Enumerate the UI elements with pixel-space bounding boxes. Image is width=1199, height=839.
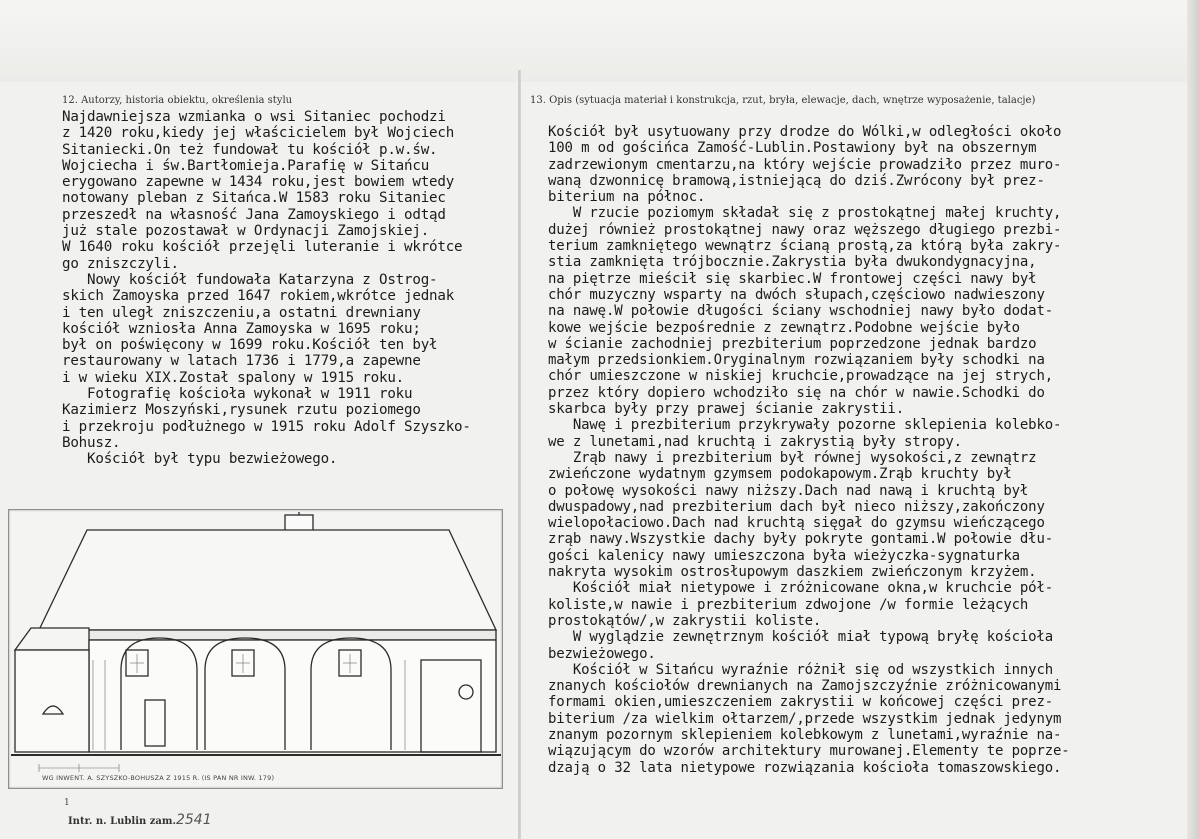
description-text-line: waną dzwonnicę bramową,istniejącą do dziś.Zwrócony był prez- [548, 172, 1045, 189]
description-text-line: dużej również prostokątnej nawy oraz węższego długiego prezbi- [548, 221, 1062, 238]
sheet-right-edge [1187, 0, 1199, 839]
description-text-line: 100 m od gościńca Zamość-Lublin.Postawiony był na obszernym [548, 140, 1037, 157]
description-text-line: Kościół w Sitańcu wyraźnie różnił się od wszystkich innych [548, 661, 1054, 678]
description-text-line: znanym pozornym sklepieniem kolebkowym z lunetami,wyraźnie na- [548, 726, 1062, 743]
history-text-line: go zniszczyli. [62, 255, 179, 272]
history-text [62, 109, 471, 468]
description-text-line: o połowę wysokości nawy niższy.Dach nad nawą i kruchtą był [548, 482, 1029, 499]
description-text-line: na piętrze mieścił się skarbiec.W frontowej części nawy był [548, 270, 1037, 287]
church-elevation-drawing [9, 510, 502, 788]
description-text-line: Kościół był usytuowany przy drodze do Wólki,w odległości około [548, 124, 1062, 140]
history-text-line: Bohusz. [62, 434, 121, 451]
description-text-line: nakryta wysokim ostrosłupowym daszkiem zwieńczonym krzyżem. [548, 564, 1037, 581]
description-text-line: znanych kościołów drewnianych na Zamojszczyźnie zróżnicowanymi [548, 678, 1062, 695]
description-text-line: zwieńczone wydatnym gzymsem podokapowym.Zrąb kruchty był [548, 466, 1012, 483]
description-text-line: stia zamknięta trójbocznie.Zakrystia była dwukondygnacyjna, [548, 254, 1037, 271]
description-text-line: biterium /za wielkim ołtarzem/,przede wszystkim jednak jedynym [548, 710, 1062, 727]
description-text-line: biterium na północ. [548, 189, 706, 206]
history-text-line: przeszedł na własność Jana Zamoyskiego i odtąd [62, 206, 446, 223]
history-text-line: kościół wzniosła Anna Zamoyska w 1695 roku; [62, 320, 421, 337]
description-text-line: kowe wejście bezpośrednie z zewnątrz.Podobne wejście było [548, 319, 1020, 336]
sheet-top-margin [0, 0, 1199, 82]
description-text-line: dzają o 32 lata nietypowe rozwiązania kościoła tomaszowskiego. [548, 759, 1062, 776]
history-text-line: Wojciecha i św.Bartłomieja.Parafię w Sitańcu [62, 157, 430, 174]
history-text-line: notowany pleban z Sitańca.W 1583 roku Sitaniec [62, 190, 446, 207]
description-text-line: małym przedsionkiem.Oryginalnym rozwiązaniem były schodki na [548, 352, 1045, 369]
column-divider [518, 70, 521, 839]
description-text-line: zrąb nawy.Wszystkie dachy były pokryte gontami.W połowie dłu- [548, 531, 1054, 548]
history-text-line: Kościół był typu bezwieżowego. [62, 451, 338, 468]
history-text-line: i w wieku XIX.Został spalony w 1915 roku. [62, 369, 405, 386]
inventory-stamp [68, 812, 212, 828]
inventory-label: Intr. n. Lublin zam. [68, 816, 176, 827]
description-text-line: we z lunetami,nad kruchtą i zakrystią były stropy. [548, 433, 962, 450]
history-text-line: i przekroju podłużnego w 1915 roku Adolf Szyszko- [62, 418, 471, 435]
history-text-line: erygowano zapewne w 1434 roku,jest bowiem wtedy [62, 174, 455, 191]
page-number: 1 [64, 798, 70, 808]
description-text-line: Nawę i prezbiterium przykrywały pozorne sklepienia kolebko- [548, 417, 1062, 434]
description-text [548, 124, 1070, 776]
description-text-line: terium zamkniętego wewnątrz ścianą prostą,za którą była zakry- [548, 238, 1062, 255]
description-text-line: W rzucie poziomym składał się z prostokątnej małej kruchty, [548, 205, 1062, 222]
description-text-line: zadrzewionym cmentarzu,na który wejście prowadziło przez muro- [548, 156, 1062, 173]
church-elevation-photo [8, 509, 503, 789]
history-text-line: Nowy kościół fundowała Katarzyna z Ostrog- [62, 271, 438, 288]
history-text-line: Najdawniejsza wzmianka o wsi Sitaniec pochodzi [62, 109, 446, 125]
description-text-line: przez który dopiero wchodziło się na chór w nawie.Schodki do [548, 384, 1045, 401]
history-text-line: restaurowany w latach 1736 i 1779,a zapewne [62, 353, 421, 370]
description-text-line: chór umieszczone w niskiej kruchcie,prowadzące na jej strych, [548, 368, 1054, 385]
history-text-line: już stale pozostawał w Ordynacji Zamojskiej. [62, 223, 430, 240]
history-text-line: Fotografię kościoła wykonał w 1911 roku [62, 386, 413, 403]
history-text-line: z 1420 roku,kiedy jej właścicielem był Wojciech [62, 125, 455, 142]
inventory-number: 2541 [175, 812, 212, 828]
history-text-line: Kazimierz Moszyński,rysunek rzutu poziomego [62, 402, 421, 419]
section-header-history: 12. Autorzy, historia obiektu, określenia stylu [62, 95, 293, 106]
description-text-line: skarbca były przy prawej ścianie zakrystii. [548, 401, 904, 418]
history-text-line: Sitaniecki.On też fundował tu kościół p.w.św. [62, 141, 438, 158]
description-text-line: na nawę.W połowie długości ściany wschodniej nawy było dodat- [548, 303, 1054, 320]
description-text-line: koliste,w nawie i prezbiterium zdwojone /w formie leżących [548, 596, 1029, 613]
description-text-line: wiązującym do wzorów architektury murowanej.Elementy te poprze- [548, 743, 1070, 760]
description-text-line: prostokątów/,w zakrystii koliste. [548, 612, 822, 629]
section-header-description: 13. Opis (sytuacja materiał i konstrukcja, rzut, bryła, elewacje, dach, wnętrze wyposażenie, talacje) [530, 95, 1036, 106]
description-text-line: w ścianie zachodniej prezbiterium poprzedzone jednak bardzo [548, 335, 1037, 352]
description-text-line: formami okien,umieszczeniem zakrystii w końcowej części prez- [548, 694, 1054, 711]
description-text-line: bezwieżowego. [548, 645, 656, 662]
history-text-line: był on poświęcony w 1699 roku.Kościół ten był [62, 337, 438, 354]
description-text-line: gości kalenicy nawy umieszczona była wieżyczka-sygnaturka [548, 547, 1020, 564]
description-text-line: wielopołaciowo.Dach nad kruchtą sięgał do gzymsu wieńczącego [548, 515, 1045, 532]
description-text-line: dwuspadowy,nad prezbiterium dach był nieco niższy,zakończony [548, 498, 1045, 515]
description-text-line: chór muzyczny wsparty na dwóch słupach,częściowo nadwieszony [548, 286, 1045, 303]
history-text-line: W 1640 roku kościół przejęli luteranie i wkrótce [62, 239, 463, 256]
history-text-line: i ten uległ zniszczeniu,a ostatni drewniany [62, 304, 421, 321]
photo-caption: WG INWENT. A. SZYSZKO-BOHUSZA Z 1915 R. (IS PAN NR INW. 179) [42, 774, 275, 782]
description-text-line: W wyglądzie zewnętrznym kościół miał typową bryłę kościoła [548, 629, 1054, 646]
description-text-line: Zrąb nawy i prezbiterium był równej wysokości,z zewnątrz [548, 449, 1037, 466]
description-text-line: Kościół miał nietypowe i zróżnicowane okna,w kruchcie pół- [548, 580, 1054, 597]
history-text-line: skich Zamoyska przed 1647 rokiem,wkrótce jednak [62, 288, 455, 305]
